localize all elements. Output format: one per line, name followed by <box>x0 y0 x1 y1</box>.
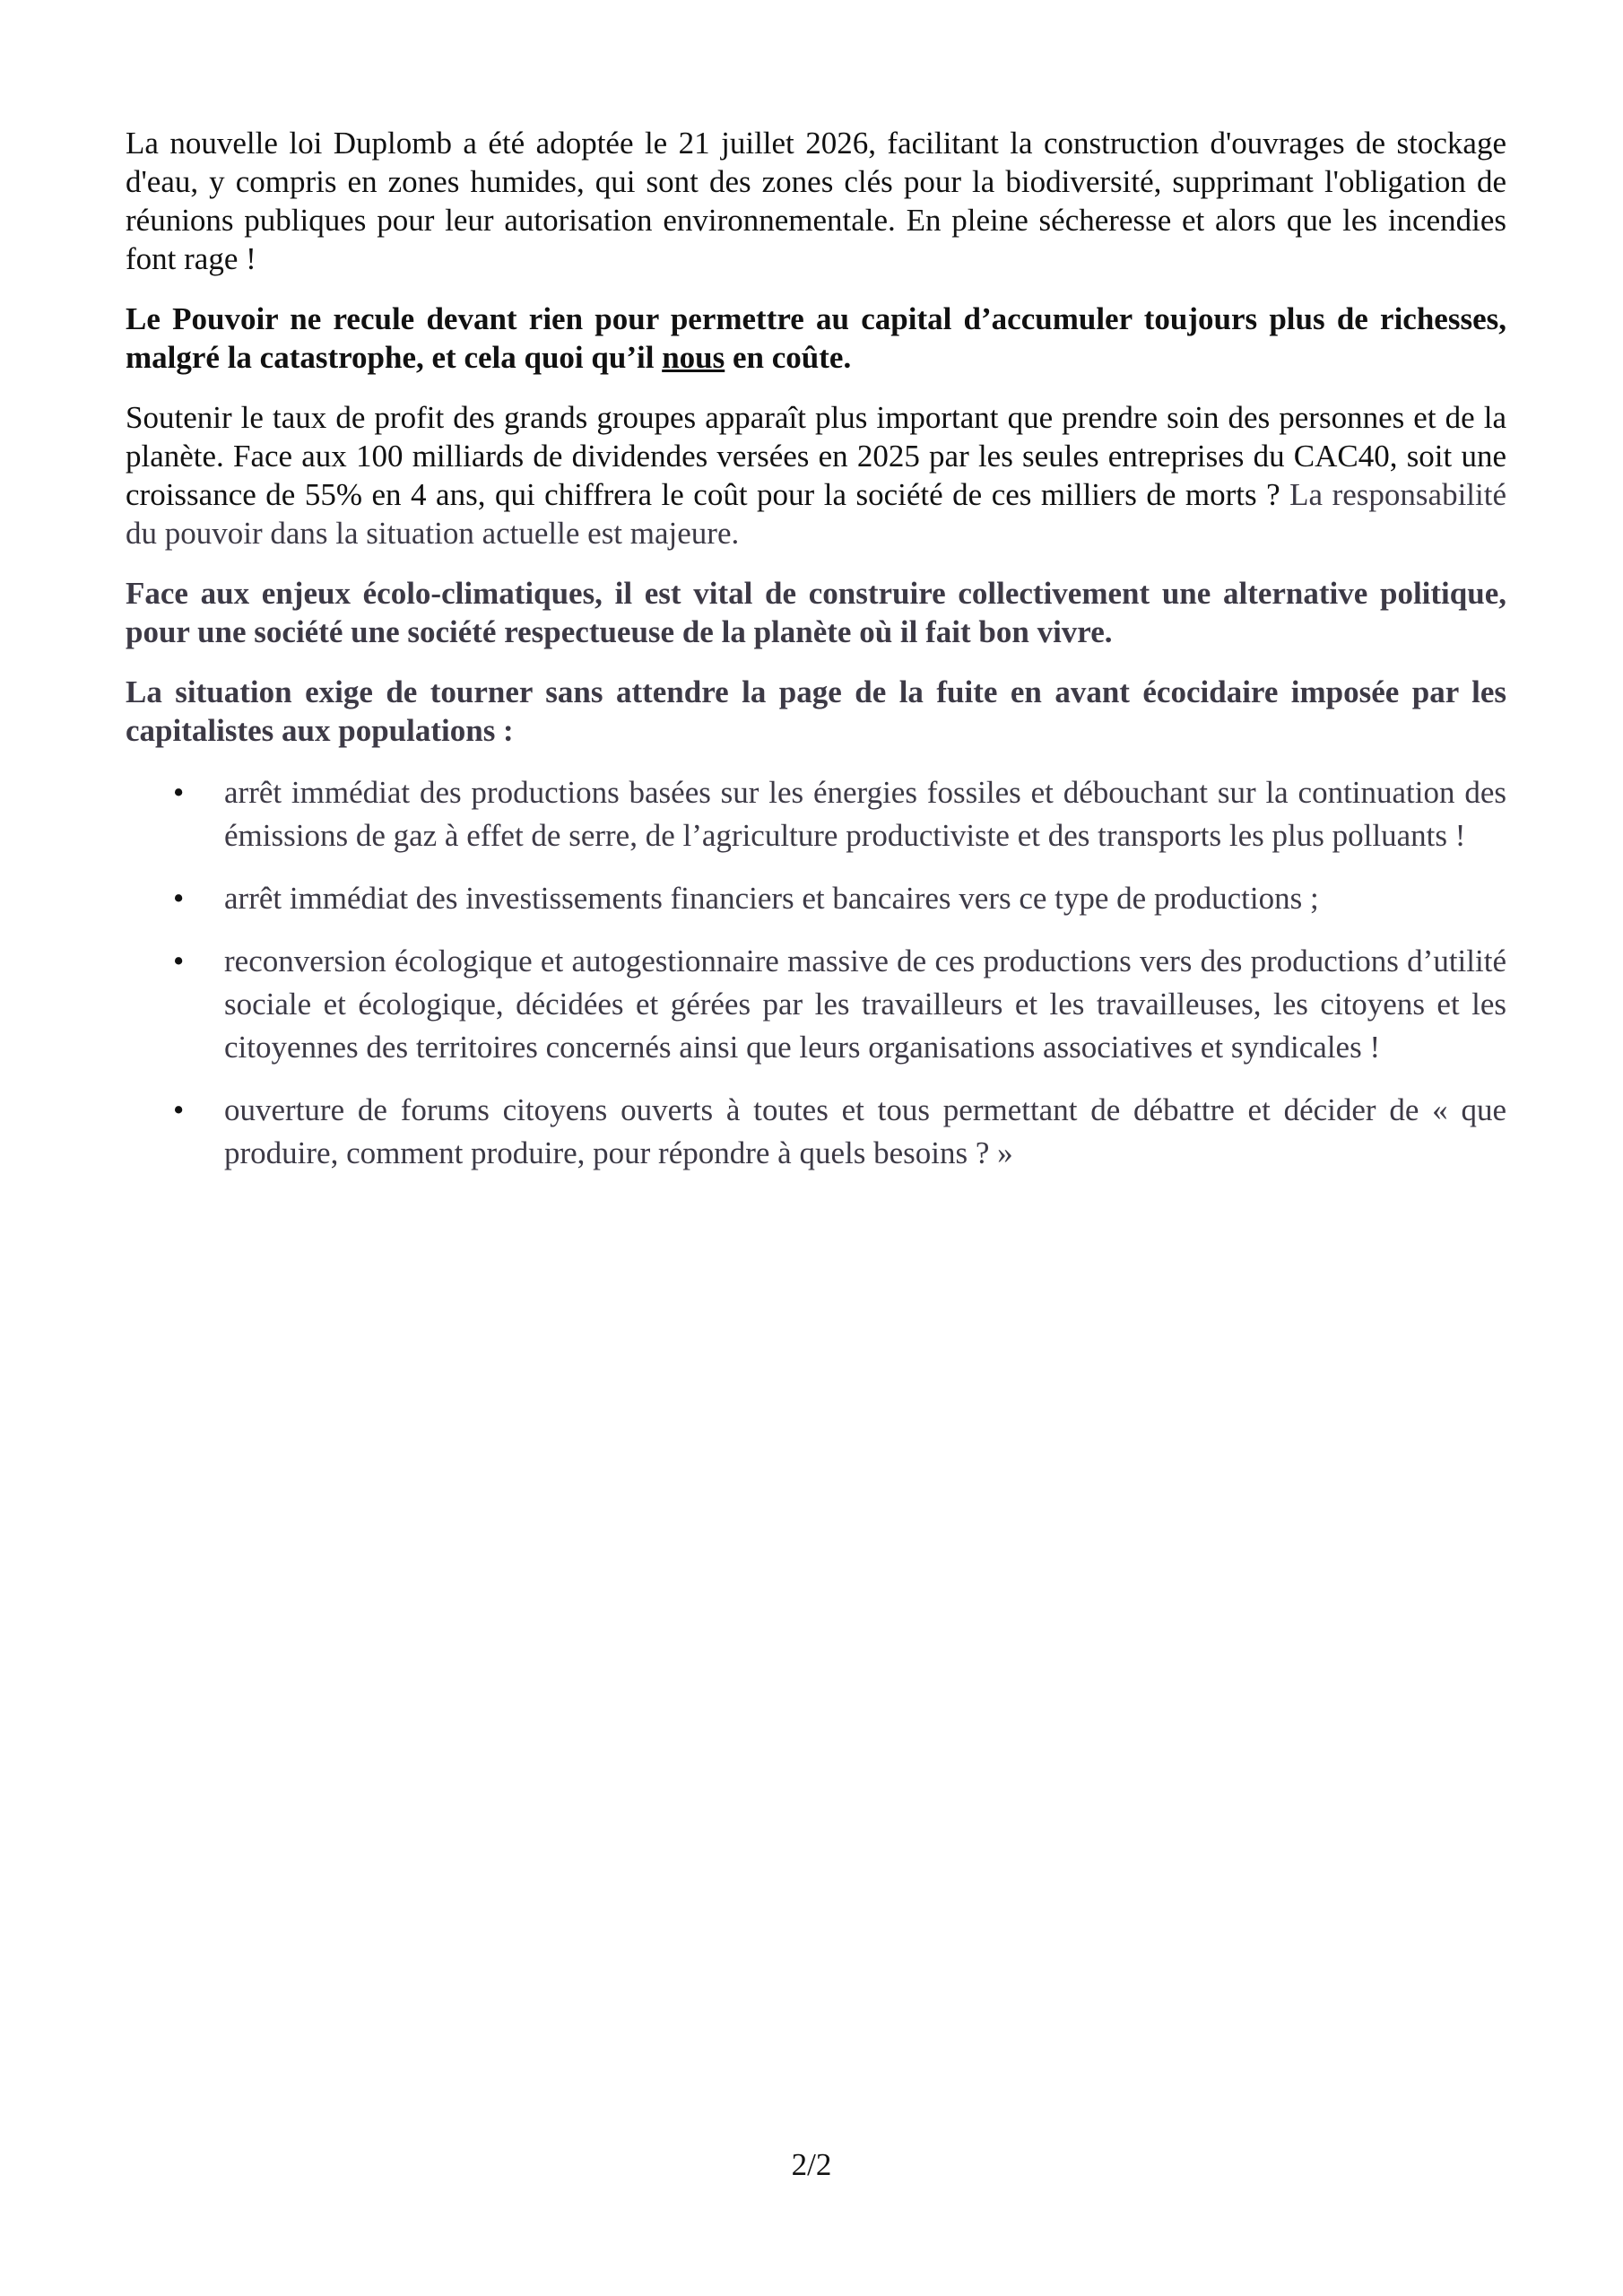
profit-paragraph-main: Soutenir le taux de profit des grands groupes apparaît plus important que prendre soin des personnes et de la planète. Face aux 100 milliards de dividendes versées en 2025 par les seules entreprises du CAC40, soit une croissance de 55% en 4 ans, qui chiffrera le coût pour la société de ces milliers de morts ? <box>126 400 1506 512</box>
page-number: 2/2 <box>791 2147 832 2182</box>
alternative-paragraph: Face aux enjeux écolo-climatiques, il est vital de construire collectivement une alternative politique, pour une société une société respectueuse de la planète où il fait bon vivre. <box>126 576 1506 649</box>
demand-item <box>126 1089 1506 1175</box>
bold-statement <box>126 300 1506 377</box>
demand-text: arrêt immédiat des investissements financiers et bancaires vers ce type de productions ; <box>224 881 1319 916</box>
document-body <box>126 124 1506 1195</box>
demands-intro: La situation exige de tourner sans attendre la page de la fuite en avant écocidaire imposée par les capitalistes aux populations : <box>126 674 1506 748</box>
bullet-icon: • <box>173 881 185 916</box>
bullet-icon: • <box>173 775 185 810</box>
demands-list <box>126 771 1506 1175</box>
bullet-icon: • <box>173 1092 185 1127</box>
bold-statement-after: en coûte. <box>725 340 852 375</box>
bullet-icon: • <box>173 944 185 978</box>
demand-item <box>126 940 1506 1069</box>
profit-paragraph-tail: La responsabilité du pouvoir dans la situation actuelle est majeure. <box>126 477 1507 551</box>
demand-text: reconversion écologique et autogestionnaire massive de ces productions vers des productions d’utilité sociale et écologique, décidées et gérées par les travailleurs et les travailleuses, les citoyens et les citoyennes des territoires concernés ainsi que leurs organisations associatives et syndicales ! <box>224 944 1506 1065</box>
bold-statement-before: Le Pouvoir ne recule devant rien pour permettre au capital d’accumuler toujours plus de richesses, malgré la catastrophe, et cela quoi qu’il <box>126 301 1506 375</box>
demand-text: ouverture de forums citoyens ouverts à toutes et tous permettant de débattre et décider de « que produire, comment produire, pour répondre à quels besoins ? » <box>224 1092 1506 1170</box>
demand-text: arrêt immédiat des productions basées sur les énergies fossiles et débouchant sur la continuation des émissions de gaz à effet de serre, de l’agriculture productiviste et des transports les plus polluants ! <box>224 775 1506 853</box>
profit-paragraph <box>126 398 1506 552</box>
demand-item <box>126 771 1506 857</box>
intro-paragraph: La nouvelle loi Duplomb a été adoptée le 21 juillet 2026, facilitant la construction d'ouvrages de stockage d'eau, y compris en zones humides, qui sont des zones clés pour la biodiversité, supprimant l'obligation de réunions publiques pour leur autorisation environnementale. En pleine sécheresse et alors que les incendies font rage ! <box>126 126 1506 276</box>
demand-item <box>126 877 1506 920</box>
bold-statement-underlined: nous <box>662 340 725 375</box>
